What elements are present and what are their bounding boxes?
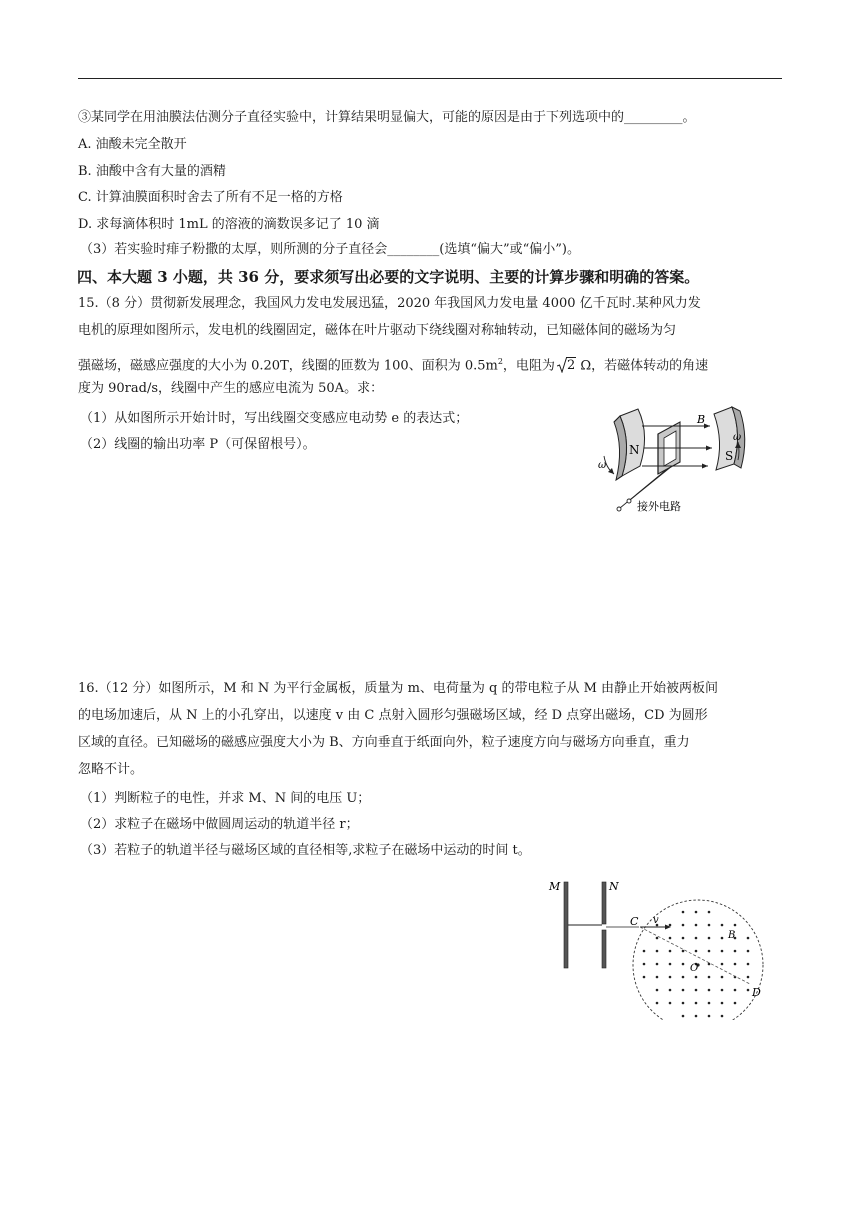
q14-3-stem: ③某同学在用油膜法估测分子直径实验中，计算结果明显偏大，可能的原因是由于下列选项中的_________。 <box>78 110 696 125</box>
field-dot <box>721 963 724 966</box>
q16-sub2: （2）求粒子在磁场中做圆周运动的轨道半径 r； <box>80 817 359 832</box>
field-dot <box>721 950 724 953</box>
q15-line4: 度为 90rad/s，线圈中产生的感应电流为 50A。求： <box>78 381 384 396</box>
label-d: D <box>752 986 761 999</box>
field-dot <box>721 989 724 992</box>
q15-sub2: （2）线圈的输出功率 P（可保留根号）。 <box>80 437 316 452</box>
label-omega-right: ω <box>733 432 742 443</box>
option-a: A. 油酸未完全散开 <box>78 137 187 152</box>
field-dot <box>682 963 685 966</box>
field-dot <box>656 989 659 992</box>
field-dot <box>708 989 711 992</box>
field-dot <box>721 937 724 940</box>
q16-line3: 区域的直径。已知磁场的磁感应强度大小为 B、方向垂直于纸面向外，粒子速度方向与磁场方向垂直，重力 <box>78 735 690 750</box>
generator-figure <box>592 404 762 514</box>
field-dot <box>669 963 672 966</box>
field-dot <box>721 1002 724 1005</box>
field-dot <box>656 976 659 979</box>
field-dot <box>682 911 685 914</box>
q15-line3-c: Ω，若磁体转动的角速 <box>576 358 709 374</box>
q15-line2: 电机的原理如图所示，发电机的线圈固定，磁体在叶片驱动下绕线圈对称轴转动，已知磁体间的磁场为匀 <box>78 323 677 338</box>
field-dot <box>682 937 685 940</box>
field-dot <box>643 976 646 979</box>
q16-sub1: （1）判断粒子的电性，并求 M、N 间的电压 U； <box>80 791 371 806</box>
option-c: C. 计算油膜面积时舍去了所有不足一格的方格 <box>78 190 343 205</box>
option-d: D. 求每滴体积时 1mL 的溶液的滴数误多记了 10 滴 <box>78 217 380 232</box>
field-dot <box>747 976 750 979</box>
q16-line1: 16.（12 分）如图所示，M 和 N 为平行金属板，质量为 m、电荷量为 q 的带电粒子从 M 由静止开始被两板间 <box>78 681 719 696</box>
field-dot <box>747 950 750 953</box>
field-dot <box>734 924 737 927</box>
field-dot <box>708 911 711 914</box>
section-heading: 四、本大题 3 小题，共 36 分，要求须写出必要的文字说明、主要的计算步骤和明确的答案。 <box>77 268 700 286</box>
field-dot <box>747 937 750 940</box>
field-dot <box>669 924 672 927</box>
field-dot <box>747 963 750 966</box>
q16-sub3: （3）若粒子的轨道半径与磁场区域的直径相等,求粒子在磁场中运动的时间 t。 <box>80 843 531 858</box>
field-dot <box>682 1002 685 1005</box>
sqrt-symbol <box>557 358 576 374</box>
label-o: O <box>690 963 699 974</box>
label-b-field: B <box>728 930 736 941</box>
field-dot <box>656 937 659 940</box>
header-rule <box>78 78 782 79</box>
sqrt-radicand: 2 <box>566 358 576 374</box>
field-dot <box>695 976 698 979</box>
q15-line3 <box>78 354 708 374</box>
field-dot <box>695 989 698 992</box>
field-dot <box>721 1015 724 1018</box>
field-dot <box>682 989 685 992</box>
field-dot <box>721 976 724 979</box>
field-dot <box>708 1015 711 1018</box>
field-dot <box>695 1002 698 1005</box>
field-dot <box>682 1015 685 1018</box>
q15-line1: 15.（8 分）贯彻新发展理念，我国风力发电发展迅猛，2020 年我国风力发电量 4000 亿千瓦时.某种风力发 <box>78 296 701 311</box>
label-omega-left: ω <box>598 460 607 471</box>
field-dot <box>643 963 646 966</box>
area-exponent: 2 <box>497 357 503 366</box>
label-b: B <box>697 413 706 426</box>
plate-n-upper <box>602 882 606 924</box>
field-dot <box>721 924 724 927</box>
field-dot <box>695 937 698 940</box>
field-dot <box>643 950 646 953</box>
field-dot <box>734 963 737 966</box>
q16-line4: 忽略不计。 <box>78 762 144 777</box>
field-dot <box>708 1002 711 1005</box>
q15-line3-a: 强磁场，磁感应强度的大小为 0.20T，线圈的匝数为 100、面积为 0.5m <box>78 358 498 374</box>
figure-caption: 接外电路 <box>637 500 681 513</box>
field-dot <box>695 950 698 953</box>
field-dot <box>656 950 659 953</box>
option-b: B. 油酸中含有大量的酒精 <box>78 164 226 179</box>
field-dot <box>656 1002 659 1005</box>
field-dot <box>708 950 711 953</box>
field-dot <box>669 976 672 979</box>
field-dot <box>669 1002 672 1005</box>
field-dot <box>695 911 698 914</box>
field-dot <box>669 950 672 953</box>
field-dot <box>734 989 737 992</box>
field-dot <box>734 1002 737 1005</box>
field-dot <box>734 950 737 953</box>
q15-sub1: （1）从如图所示开始计时，写出线圈交变感应电动势 e 的表达式； <box>80 411 469 426</box>
plate-n-lower <box>602 930 606 968</box>
field-dot <box>656 963 659 966</box>
field-dot <box>682 976 685 979</box>
field-dot <box>669 989 672 992</box>
field-dot <box>669 937 672 940</box>
field-dot <box>708 924 711 927</box>
label-m: M <box>549 880 561 893</box>
label-v: v <box>653 915 659 926</box>
field-dot <box>708 976 711 979</box>
q15-line3-b: ，电阻为 <box>502 358 555 374</box>
label-s: S <box>725 449 734 463</box>
field-dot <box>695 924 698 927</box>
q14-part3: （3）若实验时痱子粉撒的太厚，则所测的分子直径会________(选填“偏大”或“偏小”)。 <box>80 242 580 257</box>
plate-m <box>564 882 568 968</box>
label-n-plate: N <box>609 880 619 893</box>
magnetic-field-figure <box>540 870 780 1020</box>
field-dot <box>682 950 685 953</box>
field-dot <box>695 1015 698 1018</box>
field-dot <box>747 989 750 992</box>
field-dot <box>682 924 685 927</box>
q16-line2: 的电场加速后，从 N 上的小孔穿出，以速度 v 由 C 点射入圆形匀强磁场区域，经 D 点穿出磁场，CD 为圆形 <box>78 708 708 723</box>
label-n: N <box>629 443 640 457</box>
field-dot <box>708 937 711 940</box>
label-c: C <box>630 915 639 928</box>
